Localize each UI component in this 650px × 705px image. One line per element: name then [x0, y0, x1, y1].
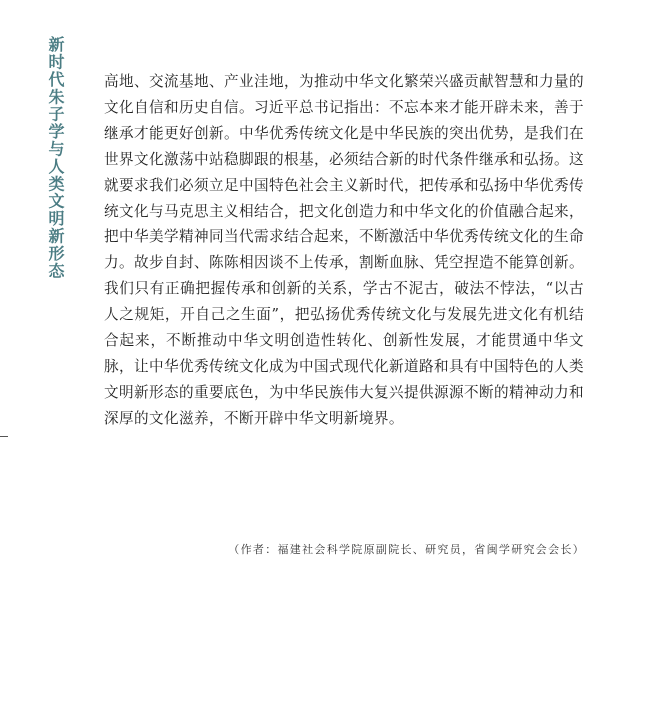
article-paragraph: 高地、交流基地、产业洼地，为推动中华文化繁荣兴盛贡献智慧和力量的文化自信和历史自信。习近平总书记指出：不忘本来才能开辟未来，善于继承才能更好创新。中华优秀传统文化是中华民族的突出优势，是我们在世界文化激荡中站稳脚跟的根基，必须结合新的时代条件继承和弘扬。这就要求我们必须立足中国特色社会主义新时代，把传承和弘扬中华优秀传统文化与马克思主义相结合，把文化创造力和中华文化的价值融合起来，把中华美学精神同当代需求结合起来，不断激活中华优秀传统文化的生命力。故步自封、陈陈相因谈不上传承，割断血脉、凭空捏造不能算创新。我们只有正确把握传承和创新的关系，学古不泥古，破法不悖法，“以古人之规矩，开自己之生面”，把弘扬优秀传统文化与发展先进文化有机结合起来，不断推动中华文明创造性转化、创新性发展，才能贯通中华文脉，让中华优秀传统文化成为中国式现代化新道路和具有中国特色的人类文明新形态的重要底色，为中华民族伟大复兴提供源源不断的精神动力和深厚的文化滋养，不断开辟中华文明新境界。 — [104, 73, 584, 427]
page-edge-mark — [0, 436, 8, 437]
author-note: （作者：福建社会科学院原副院长、研究员，省闽学研究会会长） — [228, 543, 585, 556]
running-title: 新时代朱子学与人类文明新形态 — [46, 36, 65, 280]
